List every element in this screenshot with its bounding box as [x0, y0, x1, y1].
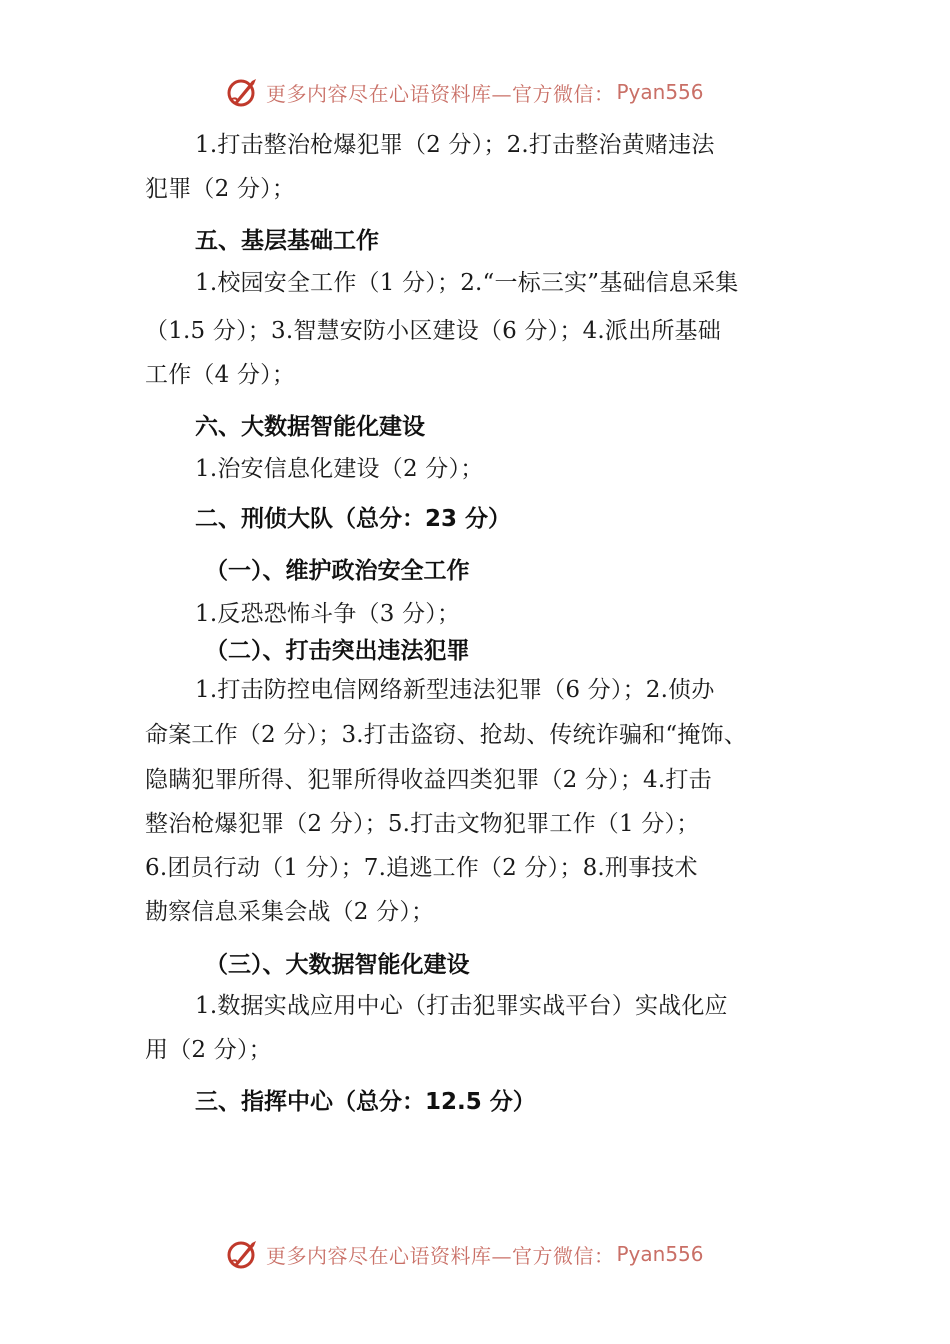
section-heading: 二、刑侦大队（总分：23 分）	[195, 506, 512, 532]
paragraph-line: 犯罪（2 分）；	[145, 176, 296, 202]
section-heading: 三、指挥中心（总分：12.5 分）	[195, 1089, 536, 1115]
paragraph-line: 工作（4 分）；	[145, 362, 296, 388]
paragraph-line: 命案工作（2 分）；3.打击盗窃、抢劫、传统诈骗和“掩饰、	[145, 722, 747, 748]
subsection-heading: （二）、打击突出违法犯罪	[205, 638, 470, 664]
paragraph-line: 6.团员行动（1 分）；7.追逃工作（2 分）；8.刑事技术	[145, 855, 698, 881]
header-watermark	[226, 74, 704, 110]
paragraph-line: 1.治安信息化建设（2 分）；	[195, 456, 484, 482]
subsection-heading: （三）、大数据智能化建设	[205, 952, 470, 978]
paragraph-line: 整治枪爆犯罪（2 分）；5.打击文物犯罪工作（1 分）；	[145, 811, 700, 837]
paragraph-line: 1.数据实战应用中心（打击犯罪实战平台）实战化应	[195, 993, 728, 1019]
quill-pen-logo-icon	[226, 1237, 260, 1271]
paragraph-line: 1.反恐恐怖斗争（3 分）；	[195, 601, 461, 627]
paragraph-line: 1.打击整治枪爆犯罪（2 分）；2.打击整治黄赌违法	[195, 132, 715, 158]
section-heading: 五、基层基础工作	[195, 228, 379, 254]
paragraph-line: （1.5 分）；3.智慧安防小区建设（6 分）；4.派出所基础	[145, 318, 721, 344]
watermark-wechat-id: Pyan556	[616, 80, 704, 104]
paragraph-line: 用（2 分）；	[145, 1037, 272, 1063]
subsection-heading: （一）、维护政治安全工作	[205, 558, 470, 584]
footer-watermark	[226, 1236, 704, 1272]
paragraph-line: 勘察信息采集会战（2 分）；	[145, 899, 435, 925]
section-heading: 六、大数据智能化建设	[195, 414, 425, 440]
paragraph-line: 1.校园安全工作（1 分）；2.“一标三实”基础信息采集	[195, 270, 739, 296]
quill-pen-logo-icon	[226, 75, 260, 109]
watermark-text: 更多内容尽在心语资料库—官方微信：	[266, 1243, 615, 1268]
paragraph-line: 1.打击防控电信网络新型违法犯罪（6 分）；2.侦办	[195, 677, 715, 703]
watermark-text: 更多内容尽在心语资料库—官方微信：	[266, 81, 615, 106]
watermark-wechat-id: Pyan556	[616, 1242, 704, 1266]
paragraph-line: 隐瞒犯罪所得、犯罪所得收益四类犯罪（2 分）；4.打击	[145, 767, 712, 793]
